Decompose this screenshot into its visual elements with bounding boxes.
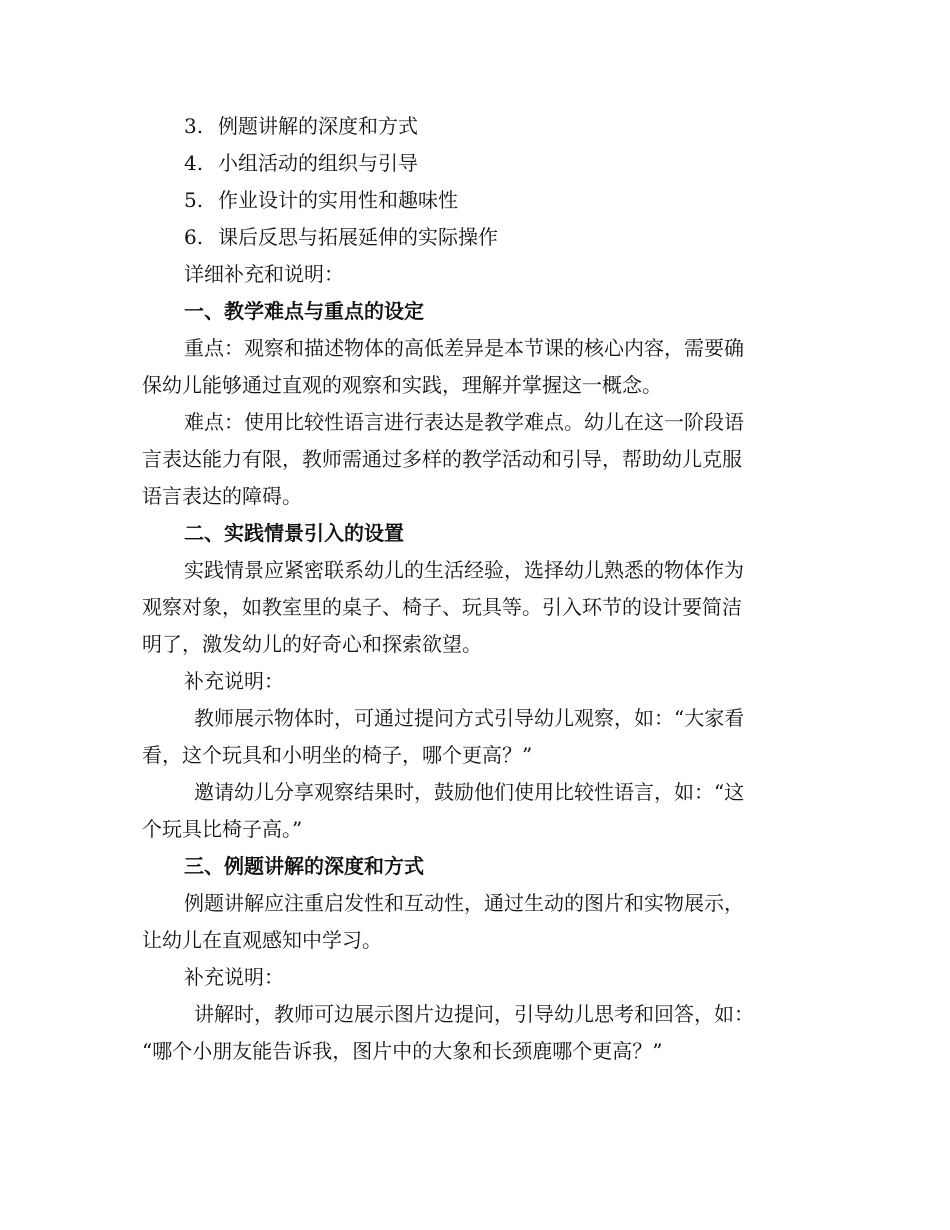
paragraph-line: 保幼儿能够通过直观的观察和实践，理解并掌握这一概念。: [142, 373, 662, 397]
list-number: 6.: [184, 225, 204, 249]
paragraph-line: 让幼儿在直观感知中学习。: [142, 928, 382, 952]
paragraph-line: 观察对象，如教室里的桌子、椅子、玩具等。引入环节的设计要简洁: [142, 595, 742, 619]
paragraph-line: 难点：使用比较性语言进行表达是教学难点。幼儿在这一阶段语: [184, 410, 744, 434]
paragraph-line: “哪个小朋友能告诉我，图片中的大象和长颈鹿哪个更高？”: [142, 1039, 663, 1063]
list-text: 例题讲解的深度和方式: [218, 114, 418, 138]
list-text: 课后反思与拓展延伸的实际操作: [218, 225, 498, 249]
paragraph-line: 实践情景应紧密联系幼儿的生活经验，选择幼儿熟悉的物体作为: [184, 558, 744, 582]
paragraph-line: 言表达能力有限，教师需通过多样的教学活动和引导，帮助幼儿克服: [142, 447, 742, 471]
list-text: 小组活动的组织与引导: [218, 151, 418, 175]
section-heading-2: 二、实践情景引入的设置: [184, 521, 404, 545]
intro-text: 详细补充和说明：: [184, 262, 344, 286]
list-item: [142, 145, 810, 182]
document-body: [142, 108, 810, 1070]
paragraph-line: 邀请幼儿分享观察结果时，鼓励他们使用比较性语言，如：“这: [194, 780, 745, 804]
section-heading-1: 一、教学难点与重点的设定: [184, 299, 424, 323]
list-number: 5.: [184, 188, 204, 212]
list-item: [142, 219, 810, 256]
list-number: 3.: [184, 114, 204, 138]
paragraph-line: 看，这个玩具和小明坐的椅子，哪个更高？”: [142, 743, 533, 767]
paragraph-line: 语言表达的障碍。: [142, 484, 302, 508]
list-number: 4.: [184, 151, 204, 175]
paragraph-line: 教师展示物体时，可通过提问方式引导幼儿观察，如：“大家看: [194, 706, 745, 730]
section-heading-3: 三、例题讲解的深度和方式: [184, 854, 424, 878]
paragraph-line: 个玩具比椅子高。”: [142, 817, 303, 841]
note-label: 补充说明：: [184, 965, 284, 989]
paragraph-line: 讲解时，教师可边展示图片边提问，引导幼儿思考和回答，如：: [194, 1002, 754, 1026]
note-label: 补充说明：: [184, 669, 284, 693]
list-text: 作业设计的实用性和趣味性: [218, 188, 458, 212]
list-item: [142, 108, 810, 145]
list-item: [142, 182, 810, 219]
paragraph-line: 例题讲解应注重启发性和互动性，通过生动的图片和实物展示，: [184, 891, 744, 915]
paragraph-line: 重点：观察和描述物体的高低差异是本节课的核心内容，需要确: [184, 336, 744, 360]
paragraph-line: 明了，激发幼儿的好奇心和探索欲望。: [142, 632, 482, 656]
